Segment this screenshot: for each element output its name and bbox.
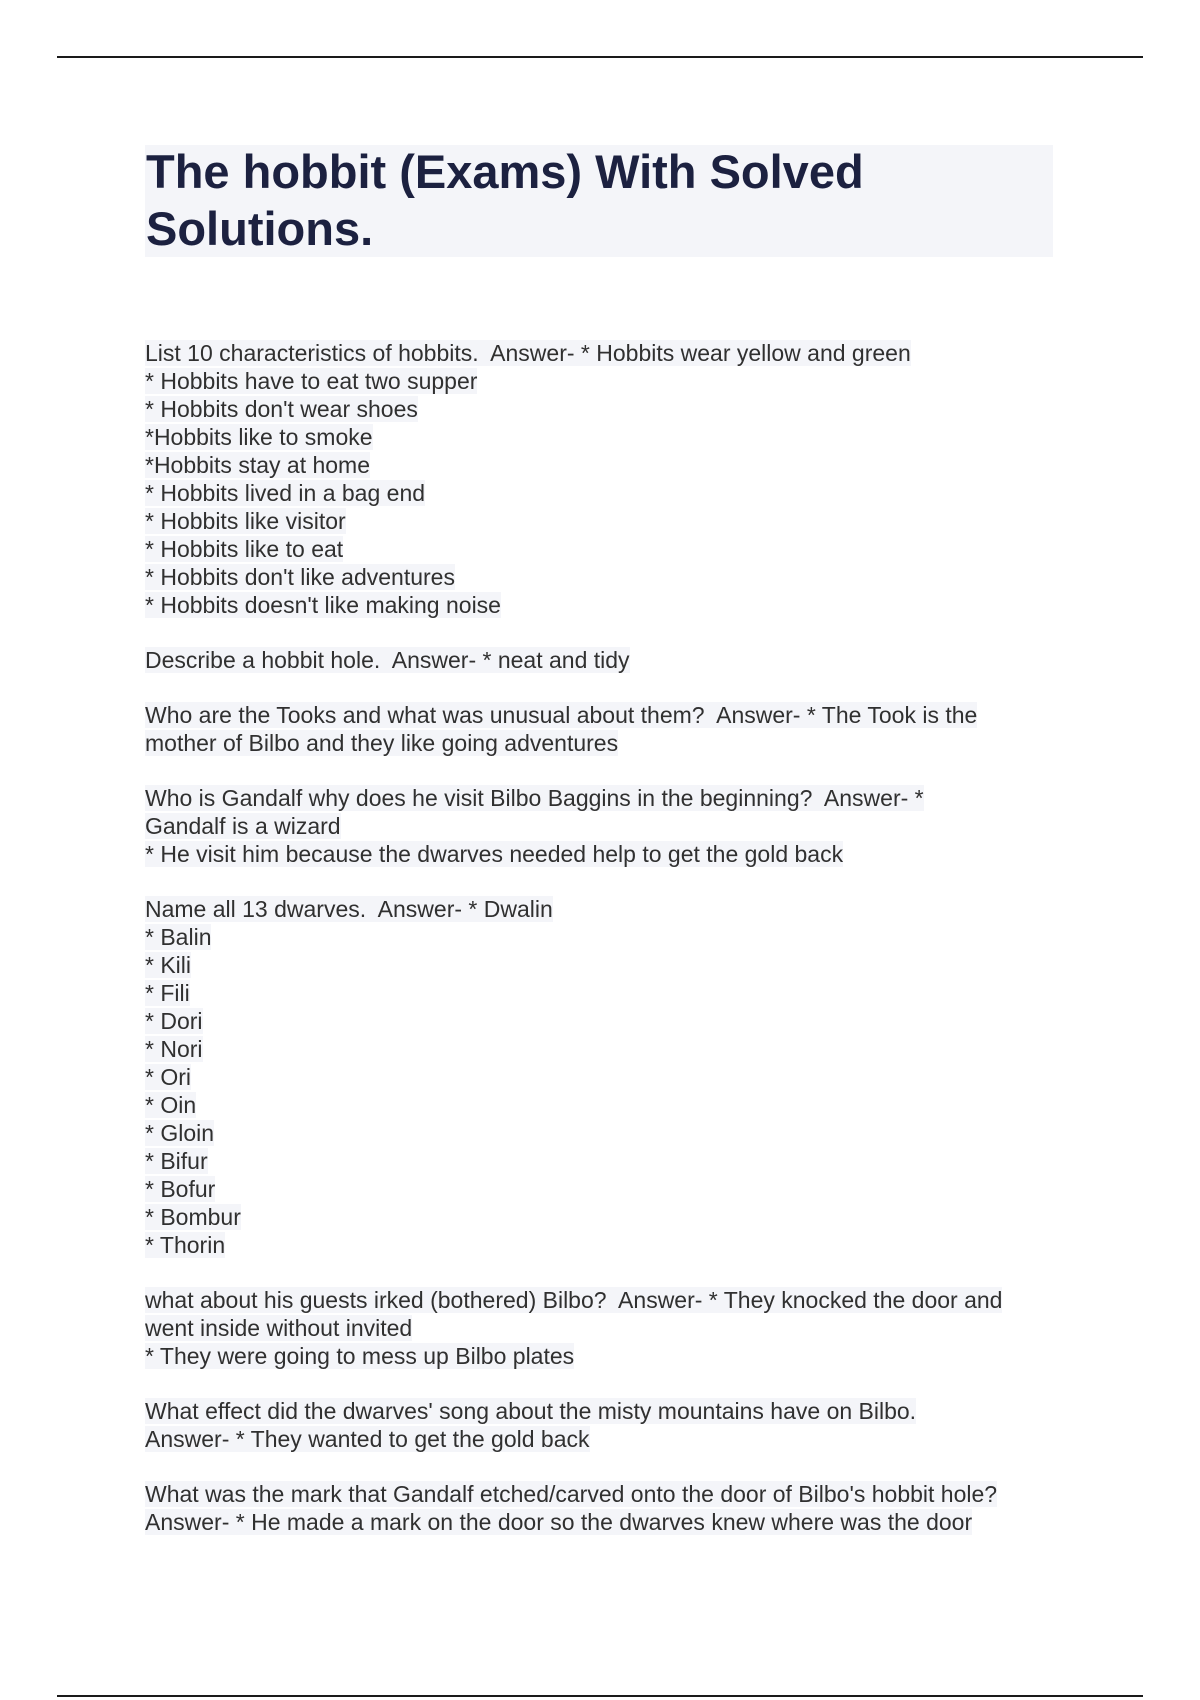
qa-line: List 10 characteristics of hobbits. Answer- * Hobbits wear yellow and green bbox=[145, 340, 911, 366]
qa-line: * Oin bbox=[145, 1092, 197, 1118]
qa-line: Answer- * He made a mark on the door so the dwarves knew where was the door bbox=[145, 1509, 973, 1535]
qa-item bbox=[145, 1397, 1065, 1453]
qa-line: * Thorin bbox=[145, 1232, 226, 1258]
qa-line: * Hobbits don't like adventures bbox=[145, 564, 455, 590]
qa-line: *Hobbits like to smoke bbox=[145, 424, 373, 450]
qa-line: * Ori bbox=[145, 1064, 191, 1090]
qa-line: * Hobbits like to eat bbox=[145, 536, 344, 562]
qa-line: Gandalf is a wizard bbox=[145, 813, 341, 839]
qa-line: * He visit him because the dwarves needed help to get the gold back bbox=[145, 841, 844, 867]
qa-line: What effect did the dwarves' song about the misty mountains have on Bilbo. bbox=[145, 1398, 917, 1424]
qa-item bbox=[145, 646, 1065, 674]
page-title: The hobbit (Exams) With Solved Solutions. bbox=[146, 145, 864, 255]
qa-line: Who is Gandalf why does he visit Bilbo Baggins in the beginning? Answer- * bbox=[145, 785, 924, 811]
qa-line: * Bofur bbox=[145, 1176, 216, 1202]
qa-line: Name all 13 dwarves. Answer- * Dwalin bbox=[145, 896, 553, 922]
qa-line: * Bombur bbox=[145, 1204, 241, 1230]
qa-line: * Bifur bbox=[145, 1148, 208, 1174]
qa-item bbox=[145, 1480, 1065, 1536]
qa-item bbox=[145, 1286, 1065, 1370]
bottom-rule bbox=[57, 1695, 1143, 1697]
qa-line: * Fili bbox=[145, 980, 190, 1006]
qa-content bbox=[145, 339, 1065, 1563]
qa-line: * Gloin bbox=[145, 1120, 215, 1146]
qa-line: *Hobbits stay at home bbox=[145, 452, 371, 478]
qa-line: mother of Bilbo and they like going adventures bbox=[145, 730, 619, 756]
qa-line: * Dori bbox=[145, 1008, 203, 1034]
qa-line: What was the mark that Gandalf etched/carved onto the door of Bilbo's hobbit hole? bbox=[145, 1481, 998, 1507]
qa-item bbox=[145, 895, 1065, 1259]
qa-line: * Hobbits lived in a bag end bbox=[145, 480, 426, 506]
qa-line: * Nori bbox=[145, 1036, 203, 1062]
qa-line: Answer- * They wanted to get the gold back bbox=[145, 1426, 590, 1452]
top-rule bbox=[57, 56, 1143, 58]
qa-line: what about his guests irked (bothered) Bilbo? Answer- * They knocked the door and bbox=[145, 1287, 1003, 1313]
qa-line: went inside without invited bbox=[145, 1315, 413, 1341]
qa-line: Who are the Tooks and what was unusual about them? Answer- * The Took is the bbox=[145, 702, 978, 728]
qa-line: * Kili bbox=[145, 952, 192, 978]
qa-item bbox=[145, 701, 1065, 757]
qa-line: * They were going to mess up Bilbo plates bbox=[145, 1343, 575, 1369]
qa-item bbox=[145, 339, 1065, 619]
qa-line: Describe a hobbit hole. Answer- * neat and tidy bbox=[145, 647, 630, 673]
qa-line: * Hobbits don't wear shoes bbox=[145, 396, 418, 422]
qa-line: * Hobbits like visitor bbox=[145, 508, 346, 534]
qa-line: * Hobbits have to eat two supper bbox=[145, 368, 478, 394]
qa-line: * Balin bbox=[145, 924, 212, 950]
qa-line: * Hobbits doesn't like making noise bbox=[145, 592, 501, 618]
qa-item bbox=[145, 784, 1065, 868]
